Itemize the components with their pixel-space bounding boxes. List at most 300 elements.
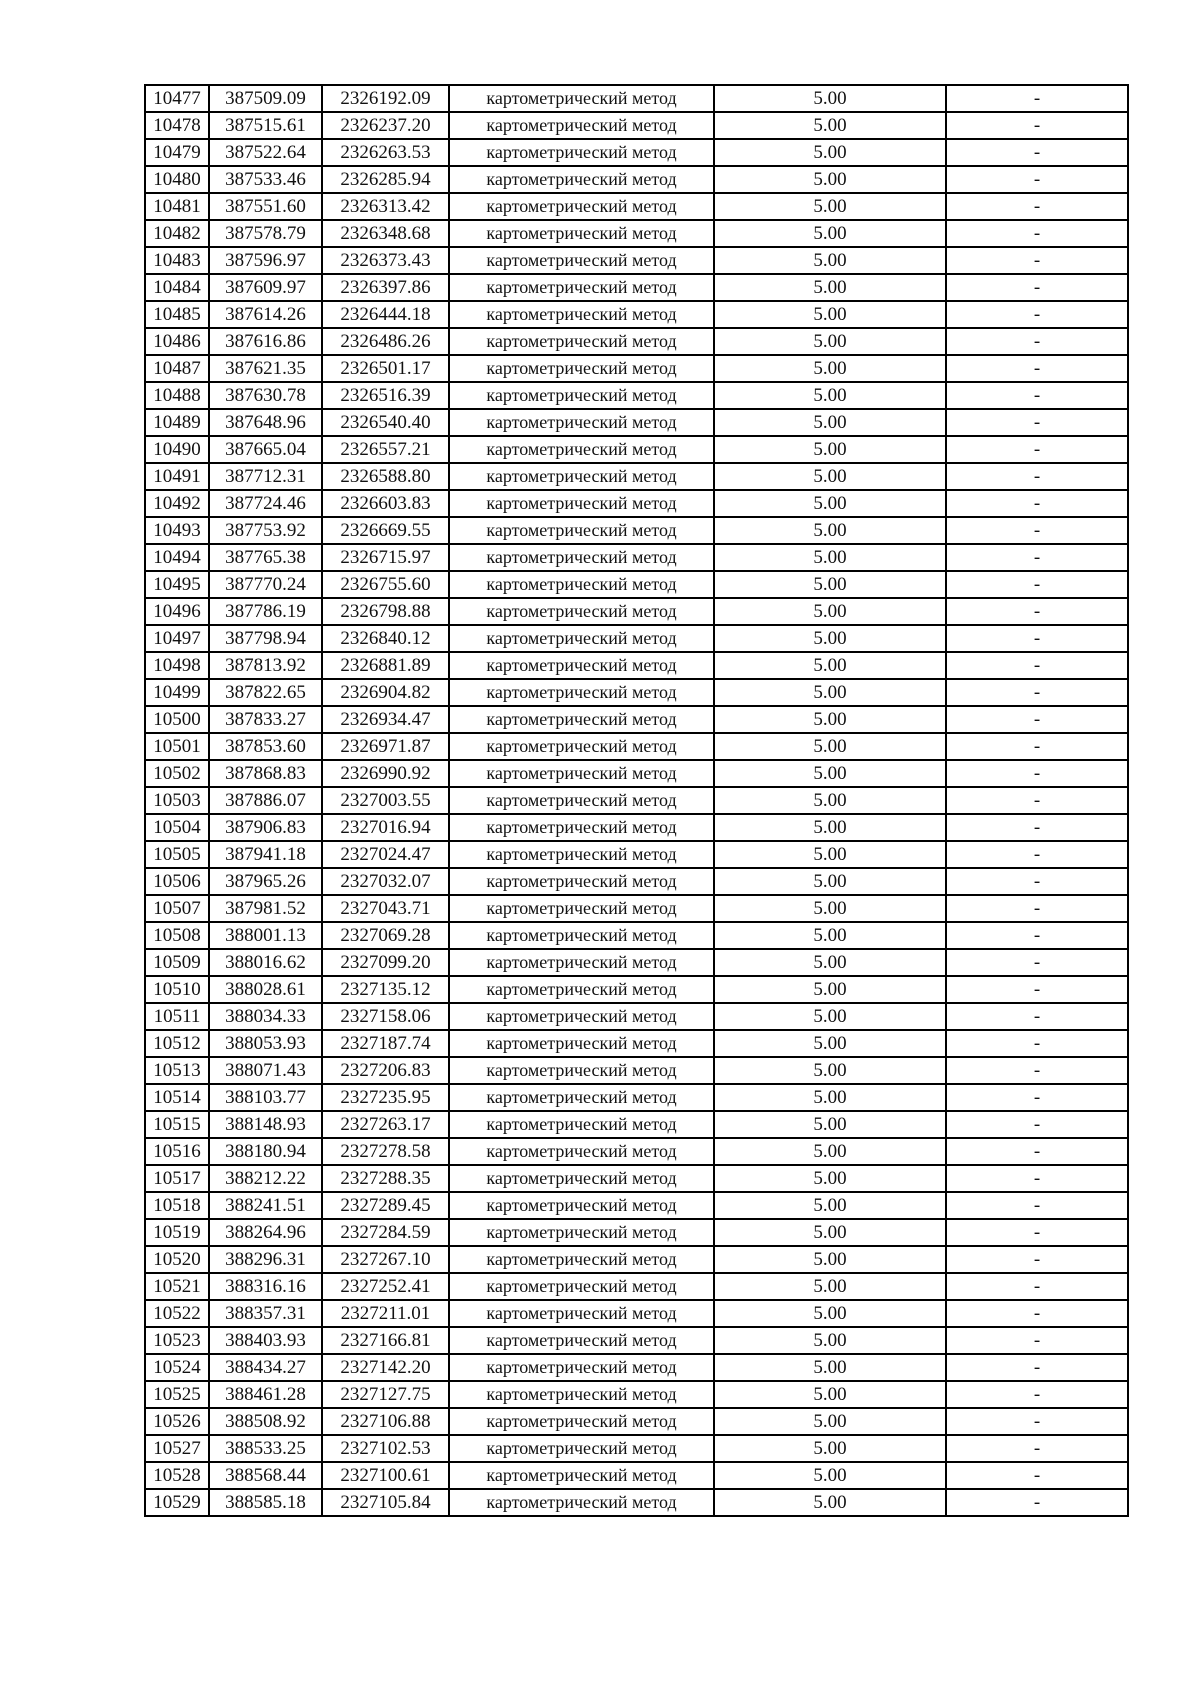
table-row (145, 1354, 1128, 1381)
table-row (145, 193, 1128, 220)
description-cell: - (946, 490, 1128, 517)
y-coordinate-cell: 2326798.88 (322, 598, 449, 625)
x-coordinate-cell: 388212.22 (209, 1165, 322, 1192)
accuracy-cell: 5.00 (714, 868, 946, 895)
x-coordinate-cell: 387981.52 (209, 895, 322, 922)
x-coordinate-cell: 387753.92 (209, 517, 322, 544)
description-cell: - (946, 517, 1128, 544)
description-cell: - (946, 922, 1128, 949)
description-cell: - (946, 1408, 1128, 1435)
table-row (145, 841, 1128, 868)
method-cell: картометрический метод (449, 544, 714, 571)
description-cell: - (946, 1462, 1128, 1489)
y-coordinate-cell: 2327106.88 (322, 1408, 449, 1435)
accuracy-cell: 5.00 (714, 1327, 946, 1354)
y-coordinate-cell: 2327252.41 (322, 1273, 449, 1300)
table-row (145, 625, 1128, 652)
method-cell: картометрический метод (449, 85, 714, 112)
coordinates-table (144, 84, 1129, 1517)
y-coordinate-cell: 2327105.84 (322, 1489, 449, 1516)
point-number-cell: 10489 (145, 409, 209, 436)
x-coordinate-cell: 387886.07 (209, 787, 322, 814)
y-coordinate-cell: 2326540.40 (322, 409, 449, 436)
accuracy-cell: 5.00 (714, 193, 946, 220)
table-row (145, 652, 1128, 679)
accuracy-cell: 5.00 (714, 112, 946, 139)
description-cell: - (946, 1138, 1128, 1165)
table-row (145, 787, 1128, 814)
accuracy-cell: 5.00 (714, 1138, 946, 1165)
description-cell: - (946, 328, 1128, 355)
x-coordinate-cell: 388585.18 (209, 1489, 322, 1516)
method-cell: картометрический метод (449, 1057, 714, 1084)
description-cell: - (946, 544, 1128, 571)
y-coordinate-cell: 2326444.18 (322, 301, 449, 328)
description-cell: - (946, 1219, 1128, 1246)
point-number-cell: 10503 (145, 787, 209, 814)
x-coordinate-cell: 388568.44 (209, 1462, 322, 1489)
point-number-cell: 10480 (145, 166, 209, 193)
table-row (145, 436, 1128, 463)
description-cell: - (946, 139, 1128, 166)
table-row (145, 139, 1128, 166)
y-coordinate-cell: 2327166.81 (322, 1327, 449, 1354)
y-coordinate-cell: 2326557.21 (322, 436, 449, 463)
description-cell: - (946, 1381, 1128, 1408)
description-cell: - (946, 949, 1128, 976)
accuracy-cell: 5.00 (714, 301, 946, 328)
x-coordinate-cell: 387770.24 (209, 571, 322, 598)
x-coordinate-cell: 387965.26 (209, 868, 322, 895)
x-coordinate-cell: 388461.28 (209, 1381, 322, 1408)
x-coordinate-cell: 388071.43 (209, 1057, 322, 1084)
method-cell: картометрический метод (449, 1030, 714, 1057)
point-number-cell: 10478 (145, 112, 209, 139)
x-coordinate-cell: 387648.96 (209, 409, 322, 436)
y-coordinate-cell: 2327158.06 (322, 1003, 449, 1030)
description-cell: - (946, 841, 1128, 868)
x-coordinate-cell: 388264.96 (209, 1219, 322, 1246)
y-coordinate-cell: 2327187.74 (322, 1030, 449, 1057)
y-coordinate-cell: 2327003.55 (322, 787, 449, 814)
x-coordinate-cell: 387609.97 (209, 274, 322, 301)
x-coordinate-cell: 387614.26 (209, 301, 322, 328)
table-row (145, 382, 1128, 409)
point-number-cell: 10517 (145, 1165, 209, 1192)
method-cell: картометрический метод (449, 220, 714, 247)
accuracy-cell: 5.00 (714, 490, 946, 517)
method-cell: картометрический метод (449, 571, 714, 598)
point-number-cell: 10523 (145, 1327, 209, 1354)
point-number-cell: 10512 (145, 1030, 209, 1057)
description-cell: - (946, 760, 1128, 787)
method-cell: картометрический метод (449, 436, 714, 463)
table-row (145, 490, 1128, 517)
accuracy-cell: 5.00 (714, 787, 946, 814)
point-number-cell: 10493 (145, 517, 209, 544)
y-coordinate-cell: 2326971.87 (322, 733, 449, 760)
x-coordinate-cell: 387515.61 (209, 112, 322, 139)
method-cell: картометрический метод (449, 355, 714, 382)
table-row (145, 301, 1128, 328)
description-cell: - (946, 463, 1128, 490)
accuracy-cell: 5.00 (714, 463, 946, 490)
method-cell: картометрический метод (449, 112, 714, 139)
y-coordinate-cell: 2326373.43 (322, 247, 449, 274)
y-coordinate-cell: 2327142.20 (322, 1354, 449, 1381)
y-coordinate-cell: 2326603.83 (322, 490, 449, 517)
x-coordinate-cell: 388148.93 (209, 1111, 322, 1138)
x-coordinate-cell: 388316.16 (209, 1273, 322, 1300)
accuracy-cell: 5.00 (714, 1192, 946, 1219)
method-cell: картометрический метод (449, 1462, 714, 1489)
x-coordinate-cell: 387833.27 (209, 706, 322, 733)
table-row (145, 1246, 1128, 1273)
table-row (145, 922, 1128, 949)
x-coordinate-cell: 388403.93 (209, 1327, 322, 1354)
accuracy-cell: 5.00 (714, 1030, 946, 1057)
x-coordinate-cell: 387665.04 (209, 436, 322, 463)
point-number-cell: 10479 (145, 139, 209, 166)
point-number-cell: 10500 (145, 706, 209, 733)
accuracy-cell: 5.00 (714, 85, 946, 112)
description-cell: - (946, 1111, 1128, 1138)
y-coordinate-cell: 2326397.86 (322, 274, 449, 301)
x-coordinate-cell: 387765.38 (209, 544, 322, 571)
x-coordinate-cell: 388053.93 (209, 1030, 322, 1057)
accuracy-cell: 5.00 (714, 517, 946, 544)
method-cell: картометрический метод (449, 1003, 714, 1030)
accuracy-cell: 5.00 (714, 1165, 946, 1192)
x-coordinate-cell: 388357.31 (209, 1300, 322, 1327)
method-cell: картометрический метод (449, 301, 714, 328)
table-row (145, 733, 1128, 760)
point-number-cell: 10516 (145, 1138, 209, 1165)
accuracy-cell: 5.00 (714, 166, 946, 193)
accuracy-cell: 5.00 (714, 1300, 946, 1327)
description-cell: - (946, 1057, 1128, 1084)
method-cell: картометрический метод (449, 1408, 714, 1435)
y-coordinate-cell: 2327099.20 (322, 949, 449, 976)
description-cell: - (946, 355, 1128, 382)
point-number-cell: 10497 (145, 625, 209, 652)
description-cell: - (946, 976, 1128, 1003)
method-cell: картометрический метод (449, 1435, 714, 1462)
point-number-cell: 10506 (145, 868, 209, 895)
method-cell: картометрический метод (449, 1489, 714, 1516)
accuracy-cell: 5.00 (714, 328, 946, 355)
table-row (145, 679, 1128, 706)
point-number-cell: 10482 (145, 220, 209, 247)
description-cell: - (946, 868, 1128, 895)
table-row (145, 517, 1128, 544)
x-coordinate-cell: 387853.60 (209, 733, 322, 760)
table-row (145, 1327, 1128, 1354)
y-coordinate-cell: 2327102.53 (322, 1435, 449, 1462)
point-number-cell: 10492 (145, 490, 209, 517)
table-row (145, 1300, 1128, 1327)
accuracy-cell: 5.00 (714, 679, 946, 706)
x-coordinate-cell: 388016.62 (209, 949, 322, 976)
description-cell: - (946, 1084, 1128, 1111)
accuracy-cell: 5.00 (714, 436, 946, 463)
x-coordinate-cell: 387621.35 (209, 355, 322, 382)
accuracy-cell: 5.00 (714, 652, 946, 679)
point-number-cell: 10505 (145, 841, 209, 868)
description-cell: - (946, 895, 1128, 922)
method-cell: картометрический метод (449, 1192, 714, 1219)
y-coordinate-cell: 2327206.83 (322, 1057, 449, 1084)
point-number-cell: 10487 (145, 355, 209, 382)
y-coordinate-cell: 2327211.01 (322, 1300, 449, 1327)
point-number-cell: 10525 (145, 1381, 209, 1408)
accuracy-cell: 5.00 (714, 1111, 946, 1138)
y-coordinate-cell: 2326313.42 (322, 193, 449, 220)
accuracy-cell: 5.00 (714, 1462, 946, 1489)
description-cell: - (946, 787, 1128, 814)
y-coordinate-cell: 2326755.60 (322, 571, 449, 598)
table-row (145, 247, 1128, 274)
point-number-cell: 10498 (145, 652, 209, 679)
accuracy-cell: 5.00 (714, 382, 946, 409)
method-cell: картометрический метод (449, 1246, 714, 1273)
y-coordinate-cell: 2326881.89 (322, 652, 449, 679)
method-cell: картометрический метод (449, 1300, 714, 1327)
x-coordinate-cell: 388533.25 (209, 1435, 322, 1462)
table-row (145, 1003, 1128, 1030)
accuracy-cell: 5.00 (714, 1003, 946, 1030)
point-number-cell: 10496 (145, 598, 209, 625)
y-coordinate-cell: 2326285.94 (322, 166, 449, 193)
accuracy-cell: 5.00 (714, 814, 946, 841)
accuracy-cell: 5.00 (714, 571, 946, 598)
table-row (145, 463, 1128, 490)
table-row (145, 1435, 1128, 1462)
y-coordinate-cell: 2326237.20 (322, 112, 449, 139)
point-number-cell: 10495 (145, 571, 209, 598)
y-coordinate-cell: 2326192.09 (322, 85, 449, 112)
x-coordinate-cell: 387616.86 (209, 328, 322, 355)
method-cell: картометрический метод (449, 1273, 714, 1300)
table-row (145, 598, 1128, 625)
method-cell: картометрический метод (449, 922, 714, 949)
table-row (145, 1138, 1128, 1165)
description-cell: - (946, 706, 1128, 733)
description-cell: - (946, 220, 1128, 247)
table-row (145, 1165, 1128, 1192)
method-cell: картометрический метод (449, 895, 714, 922)
y-coordinate-cell: 2327069.28 (322, 922, 449, 949)
description-cell: - (946, 1165, 1128, 1192)
y-coordinate-cell: 2326263.53 (322, 139, 449, 166)
accuracy-cell: 5.00 (714, 247, 946, 274)
x-coordinate-cell: 388508.92 (209, 1408, 322, 1435)
point-number-cell: 10485 (145, 301, 209, 328)
accuracy-cell: 5.00 (714, 544, 946, 571)
x-coordinate-cell: 387596.97 (209, 247, 322, 274)
accuracy-cell: 5.00 (714, 1219, 946, 1246)
method-cell: картометрический метод (449, 1219, 714, 1246)
method-cell: картометрический метод (449, 598, 714, 625)
accuracy-cell: 5.00 (714, 1381, 946, 1408)
method-cell: картометрический метод (449, 949, 714, 976)
description-cell: - (946, 193, 1128, 220)
table-row (145, 166, 1128, 193)
method-cell: картометрический метод (449, 733, 714, 760)
y-coordinate-cell: 2327032.07 (322, 868, 449, 895)
table-row (145, 949, 1128, 976)
accuracy-cell: 5.00 (714, 841, 946, 868)
table-row (145, 328, 1128, 355)
point-number-cell: 10499 (145, 679, 209, 706)
y-coordinate-cell: 2326588.80 (322, 463, 449, 490)
table-row (145, 1030, 1128, 1057)
method-cell: картометрический метод (449, 787, 714, 814)
method-cell: картометрический метод (449, 841, 714, 868)
description-cell: - (946, 679, 1128, 706)
description-cell: - (946, 1354, 1128, 1381)
method-cell: картометрический метод (449, 139, 714, 166)
description-cell: - (946, 85, 1128, 112)
description-cell: - (946, 112, 1128, 139)
point-number-cell: 10519 (145, 1219, 209, 1246)
accuracy-cell: 5.00 (714, 1084, 946, 1111)
description-cell: - (946, 409, 1128, 436)
table-row (145, 1462, 1128, 1489)
x-coordinate-cell: 387868.83 (209, 760, 322, 787)
accuracy-cell: 5.00 (714, 733, 946, 760)
table-row (145, 1192, 1128, 1219)
accuracy-cell: 5.00 (714, 1273, 946, 1300)
table-row (145, 274, 1128, 301)
y-coordinate-cell: 2327263.17 (322, 1111, 449, 1138)
description-cell: - (946, 733, 1128, 760)
accuracy-cell: 5.00 (714, 1435, 946, 1462)
description-cell: - (946, 1273, 1128, 1300)
method-cell: картометрический метод (449, 679, 714, 706)
description-cell: - (946, 166, 1128, 193)
point-number-cell: 10484 (145, 274, 209, 301)
description-cell: - (946, 382, 1128, 409)
x-coordinate-cell: 388034.33 (209, 1003, 322, 1030)
y-coordinate-cell: 2326715.97 (322, 544, 449, 571)
method-cell: картометрический метод (449, 868, 714, 895)
y-coordinate-cell: 2326501.17 (322, 355, 449, 382)
point-number-cell: 10514 (145, 1084, 209, 1111)
point-number-cell: 10524 (145, 1354, 209, 1381)
method-cell: картометрический метод (449, 976, 714, 1003)
y-coordinate-cell: 2326934.47 (322, 706, 449, 733)
x-coordinate-cell: 387798.94 (209, 625, 322, 652)
x-coordinate-cell: 387813.92 (209, 652, 322, 679)
accuracy-cell: 5.00 (714, 949, 946, 976)
x-coordinate-cell: 388180.94 (209, 1138, 322, 1165)
table-row (145, 1219, 1128, 1246)
method-cell: картометрический метод (449, 814, 714, 841)
y-coordinate-cell: 2327235.95 (322, 1084, 449, 1111)
point-number-cell: 10504 (145, 814, 209, 841)
y-coordinate-cell: 2327135.12 (322, 976, 449, 1003)
table-row (145, 1273, 1128, 1300)
table-row (145, 868, 1128, 895)
point-number-cell: 10494 (145, 544, 209, 571)
accuracy-cell: 5.00 (714, 976, 946, 1003)
accuracy-cell: 5.00 (714, 1057, 946, 1084)
method-cell: картометрический метод (449, 193, 714, 220)
x-coordinate-cell: 388103.77 (209, 1084, 322, 1111)
point-number-cell: 10520 (145, 1246, 209, 1273)
method-cell: картометрический метод (449, 166, 714, 193)
table-row (145, 1111, 1128, 1138)
description-cell: - (946, 1489, 1128, 1516)
accuracy-cell: 5.00 (714, 1354, 946, 1381)
method-cell: картометрический метод (449, 1354, 714, 1381)
point-number-cell: 10481 (145, 193, 209, 220)
x-coordinate-cell: 388296.31 (209, 1246, 322, 1273)
y-coordinate-cell: 2326669.55 (322, 517, 449, 544)
y-coordinate-cell: 2327100.61 (322, 1462, 449, 1489)
point-number-cell: 10513 (145, 1057, 209, 1084)
table-row (145, 976, 1128, 1003)
x-coordinate-cell: 388241.51 (209, 1192, 322, 1219)
x-coordinate-cell: 387724.46 (209, 490, 322, 517)
accuracy-cell: 5.00 (714, 1246, 946, 1273)
method-cell: картометрический метод (449, 490, 714, 517)
table-row (145, 1489, 1128, 1516)
x-coordinate-cell: 388028.61 (209, 976, 322, 1003)
table-row (145, 1084, 1128, 1111)
accuracy-cell: 5.00 (714, 922, 946, 949)
point-number-cell: 10511 (145, 1003, 209, 1030)
point-number-cell: 10510 (145, 976, 209, 1003)
description-cell: - (946, 301, 1128, 328)
table-row (145, 1381, 1128, 1408)
accuracy-cell: 5.00 (714, 895, 946, 922)
y-coordinate-cell: 2327016.94 (322, 814, 449, 841)
x-coordinate-cell: 387551.60 (209, 193, 322, 220)
point-number-cell: 10526 (145, 1408, 209, 1435)
table-row (145, 571, 1128, 598)
table-row (145, 814, 1128, 841)
x-coordinate-cell: 388001.13 (209, 922, 322, 949)
description-cell: - (946, 1030, 1128, 1057)
point-number-cell: 10528 (145, 1462, 209, 1489)
y-coordinate-cell: 2326904.82 (322, 679, 449, 706)
method-cell: картометрический метод (449, 652, 714, 679)
description-cell: - (946, 652, 1128, 679)
description-cell: - (946, 598, 1128, 625)
table-row (145, 409, 1128, 436)
table-row (145, 544, 1128, 571)
x-coordinate-cell: 387522.64 (209, 139, 322, 166)
description-cell: - (946, 247, 1128, 274)
x-coordinate-cell: 387786.19 (209, 598, 322, 625)
description-cell: - (946, 625, 1128, 652)
point-number-cell: 10486 (145, 328, 209, 355)
method-cell: картометрический метод (449, 328, 714, 355)
description-cell: - (946, 571, 1128, 598)
method-cell: картометрический метод (449, 706, 714, 733)
accuracy-cell: 5.00 (714, 409, 946, 436)
y-coordinate-cell: 2326348.68 (322, 220, 449, 247)
x-coordinate-cell: 387822.65 (209, 679, 322, 706)
method-cell: картометрический метод (449, 1138, 714, 1165)
accuracy-cell: 5.00 (714, 1408, 946, 1435)
x-coordinate-cell: 387712.31 (209, 463, 322, 490)
y-coordinate-cell: 2327289.45 (322, 1192, 449, 1219)
y-coordinate-cell: 2327278.58 (322, 1138, 449, 1165)
point-number-cell: 10522 (145, 1300, 209, 1327)
